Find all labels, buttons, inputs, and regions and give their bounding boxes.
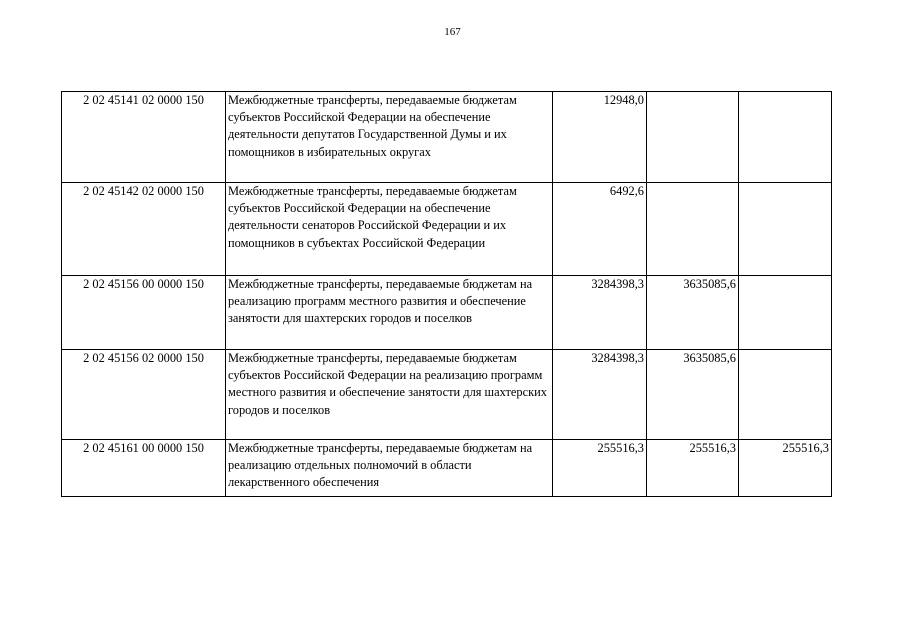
row-value-3-cell	[739, 183, 832, 276]
row-value-2-cell: 3635085,6	[647, 276, 739, 350]
row-value-3-cell: 255516,3	[739, 440, 832, 497]
row-value-3-cell	[739, 350, 832, 440]
table-row	[62, 183, 832, 276]
row-value-2-cell	[647, 183, 739, 276]
row-value-2-cell: 3635085,6	[647, 350, 739, 440]
row-value-3-cell	[739, 276, 832, 350]
row-code-cell: 2 02 45141 02 0000 150	[62, 92, 226, 183]
table-row	[62, 92, 832, 183]
row-name-cell: Межбюджетные трансферты, передаваемые бюджетам субъектов Российской Федерации на реализацию программ местного развития и обеспечение занятости для шахтерских городов и поселков	[226, 350, 553, 440]
row-code-cell: 2 02 45156 02 0000 150	[62, 350, 226, 440]
row-name-cell: Межбюджетные трансферты, передаваемые бюджетам на реализацию отдельных полномочий в области лекарственного обеспечения	[226, 440, 553, 497]
table-row	[62, 276, 832, 350]
row-value-1-cell: 6492,6	[553, 183, 647, 276]
row-value-2-cell	[647, 92, 739, 183]
row-name-cell: Межбюджетные трансферты, передаваемые бюджетам субъектов Российской Федерации на обеспечение деятельности депутатов Государственной Думы и их помощников в избирательных округах	[226, 92, 553, 183]
row-code-cell: 2 02 45156 00 0000 150	[62, 276, 226, 350]
row-value-1-cell: 255516,3	[553, 440, 647, 497]
row-value-3-cell	[739, 92, 832, 183]
row-code-cell: 2 02 45142 02 0000 150	[62, 183, 226, 276]
row-name-cell: Межбюджетные трансферты, передаваемые бюджетам на реализацию программ местного развития и обеспечение занятости для шахтерских городов и поселков	[226, 276, 553, 350]
table-row	[62, 440, 832, 497]
row-value-2-cell: 255516,3	[647, 440, 739, 497]
row-name-cell: Межбюджетные трансферты, передаваемые бюджетам субъектов Российской Федерации на обеспечение деятельности сенаторов Российской Федерации и их помощников в субъектах Российской Федерации	[226, 183, 553, 276]
table-row	[62, 350, 832, 440]
page-number: 167	[444, 26, 461, 38]
row-value-1-cell: 3284398,3	[553, 350, 647, 440]
row-value-1-cell: 12948,0	[553, 92, 647, 183]
row-value-1-cell: 3284398,3	[553, 276, 647, 350]
row-code-cell: 2 02 45161 00 0000 150	[62, 440, 226, 497]
budget-table	[61, 91, 832, 497]
